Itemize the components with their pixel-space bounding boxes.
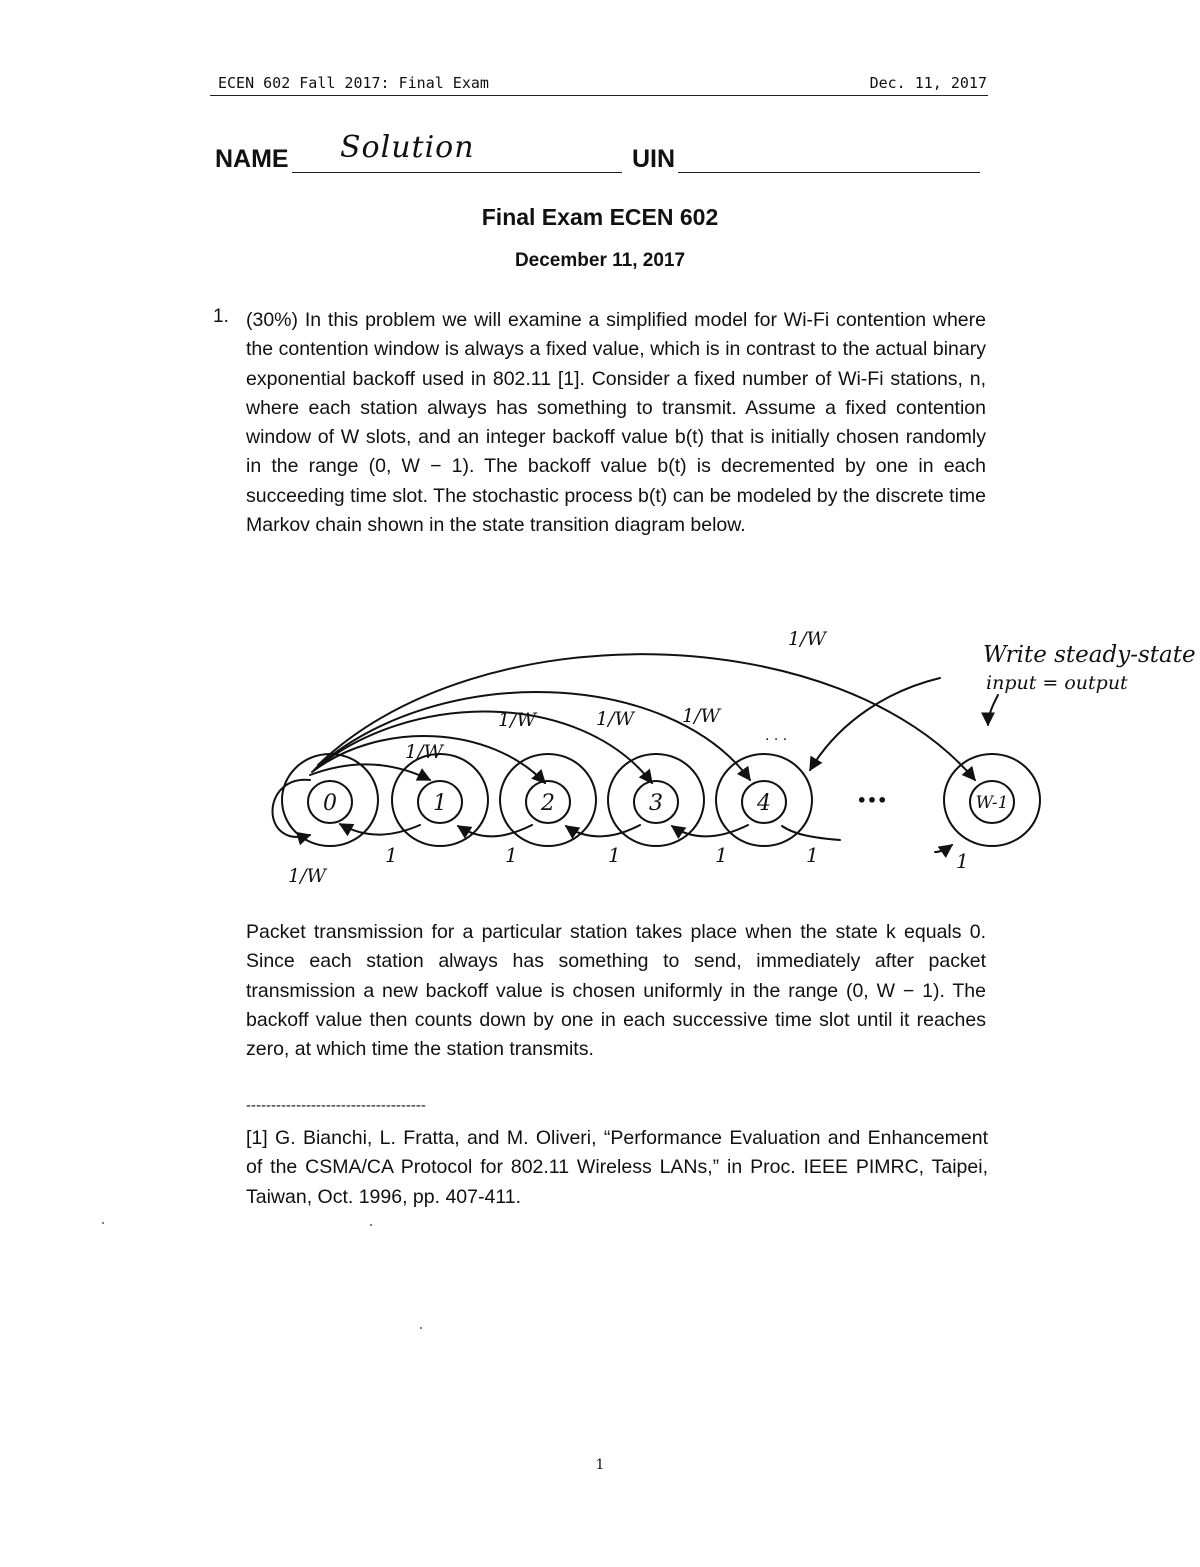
state-2-label: 2 xyxy=(541,791,555,816)
countdown-label-4: 1 xyxy=(715,843,728,867)
states-ellipsis: ••• xyxy=(856,791,888,810)
countdown-label-2: 1 xyxy=(505,843,518,867)
exam-title: Final Exam ECEN 602 xyxy=(481,204,719,230)
scan-speck xyxy=(370,1224,372,1226)
uin-field-line[interactable] xyxy=(678,172,980,173)
problem-paragraph-1: (30%) In this problem we will examine a simplified model for Wi-Fi contention where the contention window is always a fixed value, which is in contrast to the actual binary exponential backoff used in 802.11 [1]. Consider a fixed number of Wi-Fi stations, n, where each station always has something to transmit. Assume a fixed contention window of W slots, and an integer backoff value b(t) that is initially chosen randomly in the range (0, W − 1). The backoff value b(t) is decremented by one in each succeeding time slot. The stochastic process b(t) can be modeled by the discrete time Markov chain shown in the state transition diagram below. xyxy=(246,309,986,537)
state-3-label: 3 xyxy=(649,791,663,816)
state-4-label: 4 xyxy=(757,791,771,816)
countdown-label-5: 1 xyxy=(806,843,819,867)
countdown-label-1: 1 xyxy=(385,843,398,867)
problem-paragraph-2: Packet transmission for a particular station takes place when the state k equals 0. Since each station always has something to send, immediately after packet transmission a new backoff value is chosen uniformly in the range (0, W − 1). The backoff value then counts down by one in each successive time slot until it reaches zero, at which time the station transmits. xyxy=(246,921,986,1061)
state-0-label: 0 xyxy=(323,791,337,816)
footnote-separator: ------------------------------------ xyxy=(246,1097,426,1114)
arc-label-self-loop: 1/W xyxy=(288,865,327,887)
annotation-line-2: input = output xyxy=(986,672,1128,694)
footnote-reference: [1] G. Bianchi, L. Fratta, and M. Oliveri, “Performance Evaluation and Enhancement of the CSMA/CA Protocol for 802.11 Wireless LANs,” in Proc. IEEE PIMRC, Taipei, Taiwan, Oct. 1996, pp. 407-411. xyxy=(246,1127,988,1208)
scan-speck xyxy=(420,1327,422,1329)
name-handwritten-value: Solution xyxy=(340,130,475,165)
arc-label-to-4: 1/W xyxy=(682,705,721,727)
arc-dots: . . . xyxy=(765,728,788,744)
header-date: Dec. 11, 2017 xyxy=(869,74,987,92)
arc-label-to-1: 1/W xyxy=(405,741,444,763)
arc-label-to-3: 1/W xyxy=(596,708,635,730)
exam-date: December 11, 2017 xyxy=(514,250,686,271)
uin-label: UIN xyxy=(632,145,676,173)
countdown-label-3: 1 xyxy=(608,843,621,867)
name-label: NAME xyxy=(215,145,289,173)
state-w-minus-1-label: W-1 xyxy=(975,793,1009,813)
page-number: 1 xyxy=(595,1457,605,1473)
arc-label-to-w-minus-1: 1/W xyxy=(788,628,827,650)
problem-number: 1. xyxy=(213,306,229,327)
header-course: ECEN 602 Fall 2017: Final Exam xyxy=(218,74,489,92)
scan-speck xyxy=(102,1222,104,1224)
name-field-line[interactable] xyxy=(292,172,622,173)
arc-label-to-2: 1/W xyxy=(498,709,537,731)
header-rule xyxy=(210,95,988,96)
countdown-label-w: 1 xyxy=(956,849,969,873)
state-1-label: 1 xyxy=(433,791,447,816)
annotation-line-1: Write steady-state xyxy=(983,642,1196,668)
